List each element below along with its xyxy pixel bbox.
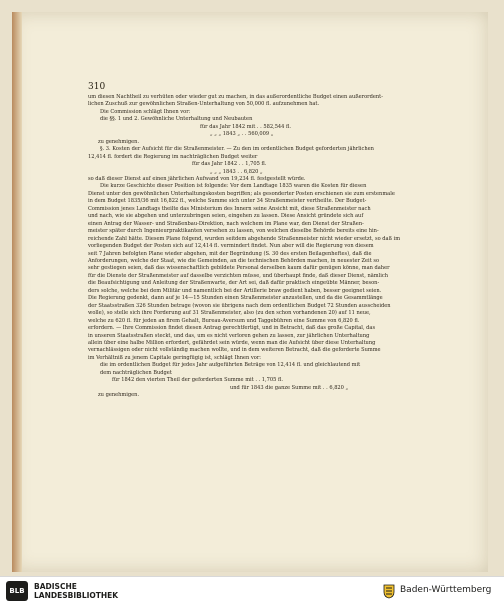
text-line: die im ordentlichen Budget für jedes Jahr aufgeführten Beträge von 12,414 fl. und gleichlautend mit — [100, 362, 361, 369]
blb-logo[interactable]: BLB — [6, 581, 28, 601]
text-line: „ „ „ 1843 „ . . 560,009 „ — [210, 131, 274, 138]
text-line: lichen Zuschuß zur gewöhnlichen Straßen-Unterhaltung von 50,000 fl. aufzunehmen hat. — [88, 101, 320, 108]
library-name — [34, 582, 118, 600]
text-line: dem nachträglichen Budget — [100, 369, 172, 376]
text-line: „ „ „ 1843 . . 6,820 „ — [210, 168, 263, 175]
text-line: vorliegenden Budget der Posten sich auf 12,414 fl. vermindert findet. Nun aber will die Regierung von diesem — [88, 243, 374, 250]
text-line: 12,414 fl. fordert die Regierung im nachträglichen Budget weiter — [88, 153, 258, 160]
text-line: meister später durch Ingenieurpraktikanten versehen zu lassen, von welchen dieselbe Behörde bereits eine hin- — [88, 228, 379, 235]
text-line: im Verhältniß zu jenem Capitale geringfügig ist, schlägt Ihnen vor: — [88, 354, 262, 361]
text-line: in unseren Staatsstraßen steckt, und das, um es nicht verloren gehen zu lassen, zur jährlichen Unterhaltung — [88, 332, 370, 339]
text-line: so daß dieser Dienst auf einen jährlichen Aufwand von 19,234 fl. festgestellt würde. — [88, 175, 306, 182]
text-line: seit 7 Jahren befolgten Plane wieder abgehen, mit der Begründung (S. 30 des ersten Beilagenheftes), daß die — [88, 250, 372, 257]
footer-bar — [0, 576, 504, 605]
text-line: ders solche, welche bei dem Militär und namentlich bei der Artillerie braw gedient haben, besser geeignet seien. — [88, 287, 382, 294]
text-line: für 1842 den vierten Theil der geforderten Summe mit . . 1,705 fl. — [112, 377, 284, 384]
text-line: erfordern. — Ihre Commission findet diesen Antrag gerechtfertigt, und in Betracht, daß das große Capital, das — [88, 325, 376, 332]
text-line: einen Antrag der Wasser- und Straßenbau-Direktion, nach welchem im Plane war, den Dienst der Straßen- — [88, 220, 364, 227]
library-name-line1: BADISCHE — [34, 582, 77, 591]
library-name-line2: LANDESBIBLIOTHEK — [34, 591, 119, 600]
page-text — [88, 94, 468, 400]
text-line: Dienst unter den gewöhnlichen Unterhaltungskosten begriffen; als gesonderter Posten erschienen sie zum erstenmale — [88, 190, 395, 197]
text-line: Die Regierung gedenkt, dann auf je 14—15 Stunden einen Straßenmeister anzustellen, und da die Gesammtlänge — [88, 295, 383, 302]
page-number: 310 — [88, 82, 106, 92]
text-line: allein über eine halbe Million erfordert, gefährdet sein würde, wenn man die Aufsicht über diese Unterhaltung — [88, 339, 376, 346]
text-line: sehr gestiegen seien, daß das wissenschaftlich gebildete Personal derselben kaum dafür genügen könne, man daher — [88, 265, 390, 272]
text-line: in dem Budget 1835/36 mit 16,822 fl., welche Summe sich unter 34 Straßenmeister vertheilte. Der Budget- — [88, 198, 367, 205]
text-line: reichende Zahl hätte. Diesem Plane folgend, wurden seitdem abgehende Straßenmeister nicht wieder ersetzt, so daß im — [88, 235, 401, 242]
text-line: zu genehmigen. — [98, 392, 140, 399]
baden-wuerttemberg-logo-icon[interactable] — [382, 583, 396, 599]
text-line: zu genehmigen. — [98, 138, 140, 145]
text-line: §. 3. Kosten der Aufsicht für die Straßenmeister. — Zu den im ordentlichen Budget geforderten jährlichen — [100, 146, 374, 153]
text-line: um diesen Nachtheil zu verhüten oder wieder gut zu machen, in das außerordentliche Budget einen außerordent- — [88, 94, 383, 100]
text-line: Commission jenes Landtags theilte das Ministerium des Innern seine Ansicht mit, diese Straßenmeister nach — [88, 205, 371, 212]
text-line: Die Commission schlägt Ihnen vor: — [100, 108, 191, 115]
text-line: für das Jahr 1842 . . 1,705 fl. — [192, 161, 267, 168]
text-line: Anforderungen, welche der Staat, wie die Gemeinden, an die technischen Behörden machen, in neuester Zeit so — [88, 257, 380, 264]
text-line: die Beaufsichtigung und Anleitung der Straßenwarte, der Art sei, daß dafür praktisch eingeübte Männer, beson- — [88, 280, 380, 287]
text-line: der Staatsstraßen 326 Stunden betrage (wovon sie übrigens nach dem ordentlichen Budget 72 Stunden ausscheiden — [88, 302, 391, 309]
text-line: die §§. 1 und 2. Gewöhnliche Unterhaltung und Neubauten — [100, 116, 253, 123]
text-line: wolle), so stelle sich ihre Forderung auf 31 Straßenmeister, also (zu den schon vorhandenen 20) auf 11 neue, — [88, 310, 371, 317]
text-line: Die kurze Geschichte dieser Position ist folgende: Vor dem Landtage 1835 waren die Kosten für diesen — [100, 183, 367, 190]
text-line: für die Dienste der Straßenmeister auf dasselbe verzichten müsse, und überhaupt finde, daß dieser Dienst, nämlich — [88, 272, 388, 279]
text-line: und nach, wie sie abgehen und unterzubringen seien, eingehen zu lassen. Diese Ansicht gründete sich auf — [88, 213, 364, 220]
text-line: und für 1843 die ganze Summe mit . . 6,820 „ — [230, 384, 349, 391]
text-line: für das Jahr 1842 mit . . 582,544 fl. — [200, 123, 292, 130]
text-line: welche zu 620 fl. für jeden an firem Gehalt, Bureau-Aversum und Taggebühren eine Summe von 6,820 fl. — [88, 317, 360, 324]
state-name[interactable]: Baden-Württemberg — [400, 585, 492, 595]
book-spine — [12, 12, 22, 572]
text-line: vernachlässigen oder nicht vollständig machen wollte, und in dem weiteren Betracht, daß die geforderte Summe — [88, 347, 381, 354]
